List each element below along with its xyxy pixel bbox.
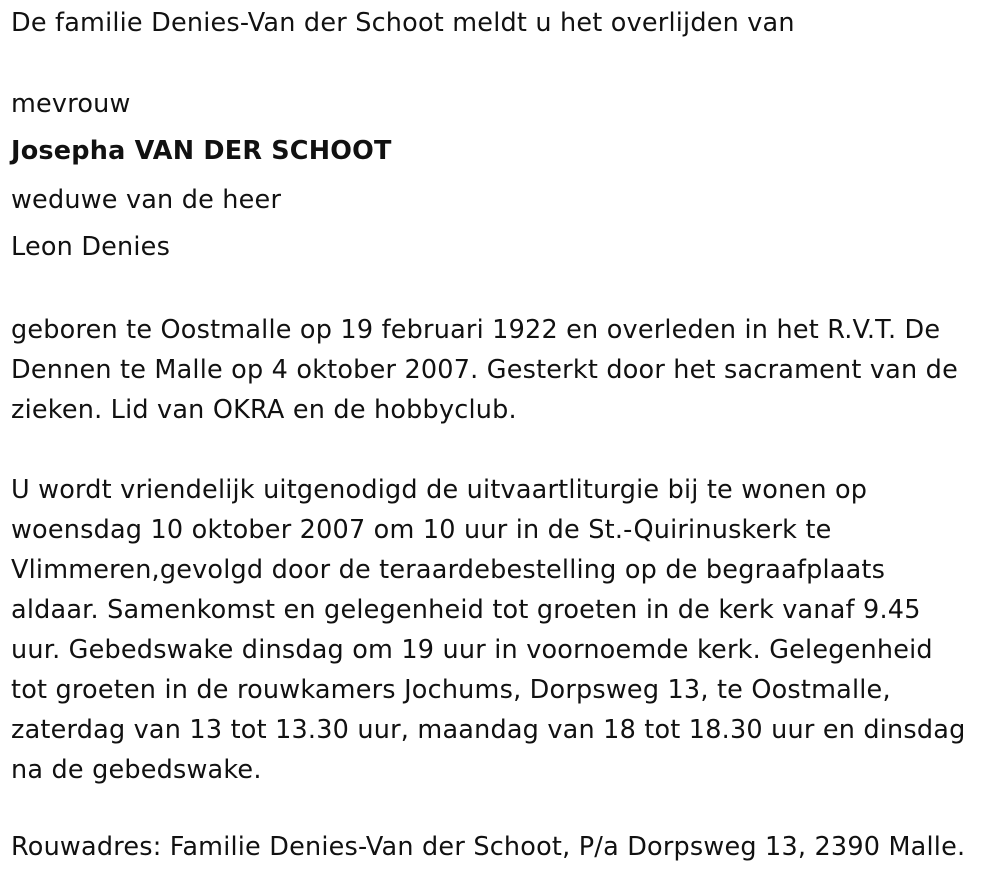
birth-death-paragraph (11, 310, 958, 430)
widow-of-text: weduwe van de heer (11, 185, 282, 215)
paragraph-line: woensdag 10 oktober 2007 om 10 uur in de St.-Quirinuskerk te (11, 515, 832, 545)
mourning-address: Rouwadres: Familie Denies-Van der Schoot, P/a Dorpsweg 13, 2390 Malle. (11, 832, 966, 862)
funeral-paragraph (11, 470, 966, 790)
paragraph-line: geboren te Oostmalle op 19 februari 1922 en overleden in het R.V.T. De (11, 315, 941, 345)
paragraph-line: tot groeten in de rouwkamers Jochums, Dorpsweg 13, te Oostmalle, (11, 675, 891, 705)
paragraph-line: na de gebedswake. (11, 755, 262, 785)
husband-name: Leon Denies (11, 232, 171, 262)
paragraph-line: zieken. Lid van OKRA en de hobbyclub. (11, 395, 517, 425)
paragraph-line: Dennen te Malle op 4 oktober 2007. Gesterkt door het sacrament van de (11, 355, 958, 385)
paragraph-line: U wordt vriendelijk uitgenodigd de uitvaartliturgie bij te wonen op (11, 475, 868, 505)
intro-text: De familie Denies-Van der Schoot meldt u het overlijden van (11, 8, 795, 38)
paragraph-line: zaterdag van 13 tot 13.30 uur, maandag van 18 tot 18.30 uur en dinsdag (11, 715, 966, 745)
deceased-name: Josepha VAN DER SCHOOT (11, 136, 392, 166)
honorific: mevrouw (11, 89, 131, 119)
paragraph-line: aldaar. Samenkomst en gelegenheid tot groeten in de kerk vanaf 9.45 (11, 595, 921, 625)
paragraph-line: Vlimmeren,gevolgd door de teraardebestelling op de begraafplaats (11, 555, 886, 585)
paragraph-line: uur. Gebedswake dinsdag om 19 uur in voornoemde kerk. Gelegenheid (11, 635, 933, 665)
